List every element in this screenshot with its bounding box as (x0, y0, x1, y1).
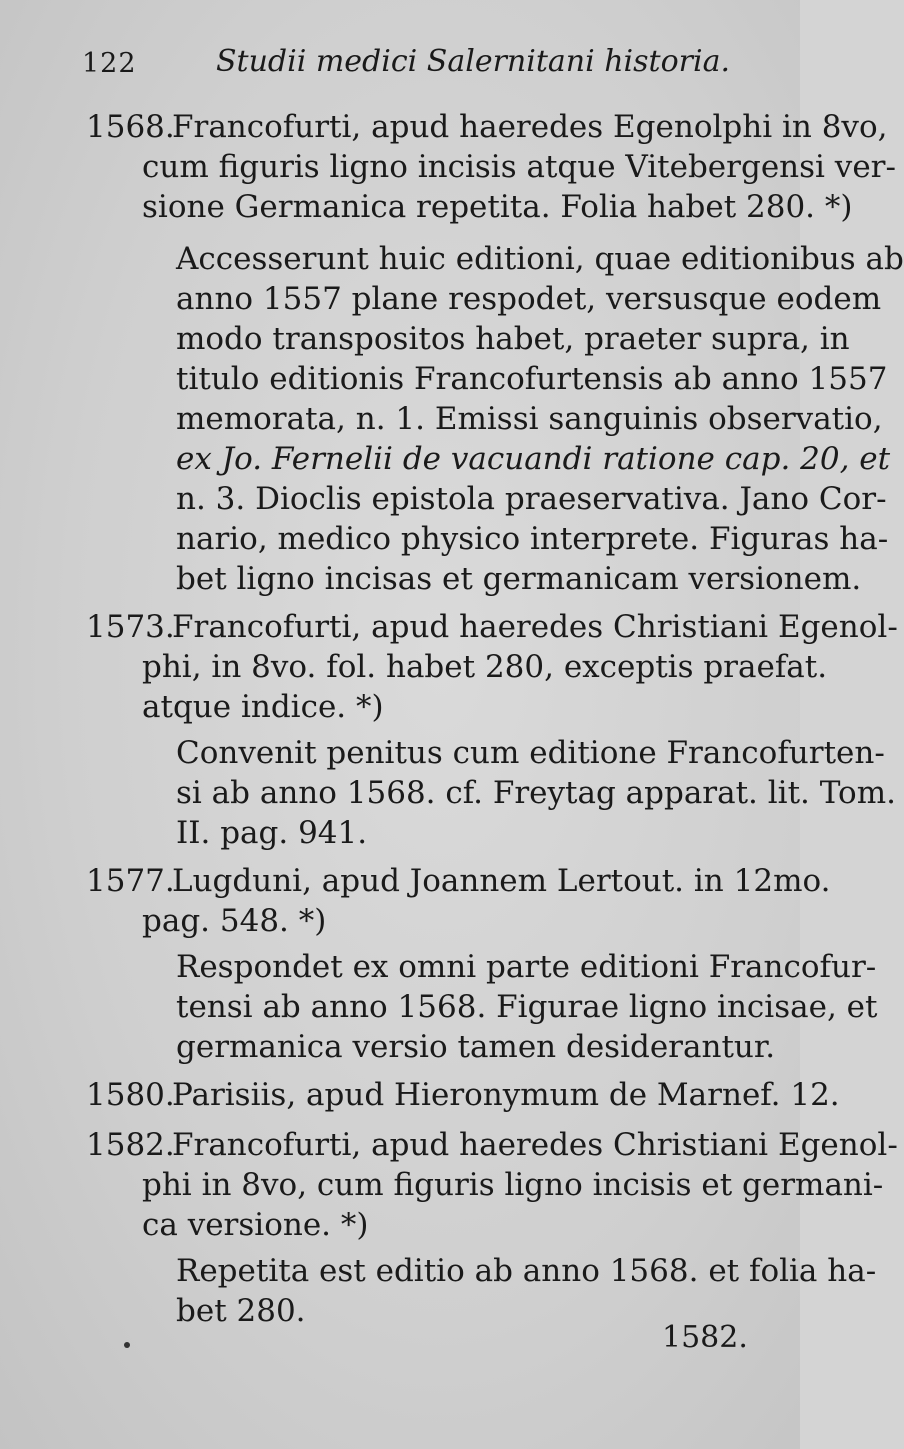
entry-line: Francofurti, apud haeredes Christiani Egenol- (172, 609, 898, 645)
note-line: Respondet ex omni parte editioni Francofur- (176, 949, 877, 985)
running-title: Studii medici Salernitani historia. (216, 44, 731, 79)
note-line: titulo editionis Francofurtensis ab anno 1557 (176, 361, 888, 397)
entry-year: 1580. (86, 1077, 175, 1113)
note-line: nario, medico physico interprete. Figuras ha- (176, 521, 889, 557)
note-line: bet ligno incisas et germanicam versionem. (176, 561, 862, 597)
entry-line: Parisiis, apud Hieronymum de Marnef. 12. (172, 1077, 840, 1113)
note-line: modo transpositos habet, praeter supra, in (176, 321, 850, 357)
entry-line: atque indice. *) (142, 689, 384, 725)
entry-line: phi, in 8vo. fol. habet 280, exceptis praefat. (142, 649, 828, 685)
note-line: anno 1557 plane respodet, versusque eodem (176, 281, 882, 317)
entry-line: sione Germanica repetita. Folia habet 280. *) (142, 189, 853, 225)
entry-year: 1573. (86, 609, 175, 645)
entry-line: ca versione. *) (142, 1207, 369, 1243)
entry-year: 1582. (86, 1127, 175, 1163)
note-line: Repetita est editio ab anno 1568. et folia ha- (176, 1253, 877, 1289)
note-line: II. pag. 941. (176, 815, 368, 851)
ink-speck (124, 1342, 130, 1348)
entry-line: phi in 8vo, cum figuris ligno incisis et germani- (142, 1167, 884, 1203)
catchword: 1582. (662, 1320, 748, 1355)
note-line: germanica versio tamen desiderantur. (176, 1029, 776, 1065)
entry-line: Francofurti, apud haeredes Christiani Egenol- (172, 1127, 898, 1163)
note-line: tensi ab anno 1568. Figurae ligno incisae, et (176, 989, 878, 1025)
note-line: Convenit penitus cum editione Francofurten- (176, 735, 885, 771)
note-line: si ab anno 1568. cf. Freytag apparat. lit. Tom. (176, 775, 896, 811)
entry-line: cum figuris ligno incisis atque Vitebergensi ver- (142, 149, 896, 185)
note-line: ex Jo. Fernelii de vacuandi ratione cap. 20, et (176, 441, 891, 477)
page-header (80, 42, 740, 82)
note-line: memorata, n. 1. Emissi sanguinis observatio, (176, 401, 883, 437)
entry-line: pag. 548. *) (142, 903, 327, 939)
entry-year: 1568. (86, 109, 175, 145)
entry-line: Francofurti, apud haeredes Egenolphi in 8vo, (172, 109, 888, 145)
note-line: bet 280. (176, 1293, 306, 1329)
note-line: n. 3. Dioclis epistola praeservativa. Jano Cor- (176, 481, 887, 517)
entry-year: 1577. (86, 863, 175, 899)
note-line: Accesserunt huic editioni, quae editionibus ab (176, 241, 904, 277)
entry-line: Lugduni, apud Joannem Lertout. in 12mo. (172, 863, 831, 899)
page-number: 122 (82, 48, 137, 79)
